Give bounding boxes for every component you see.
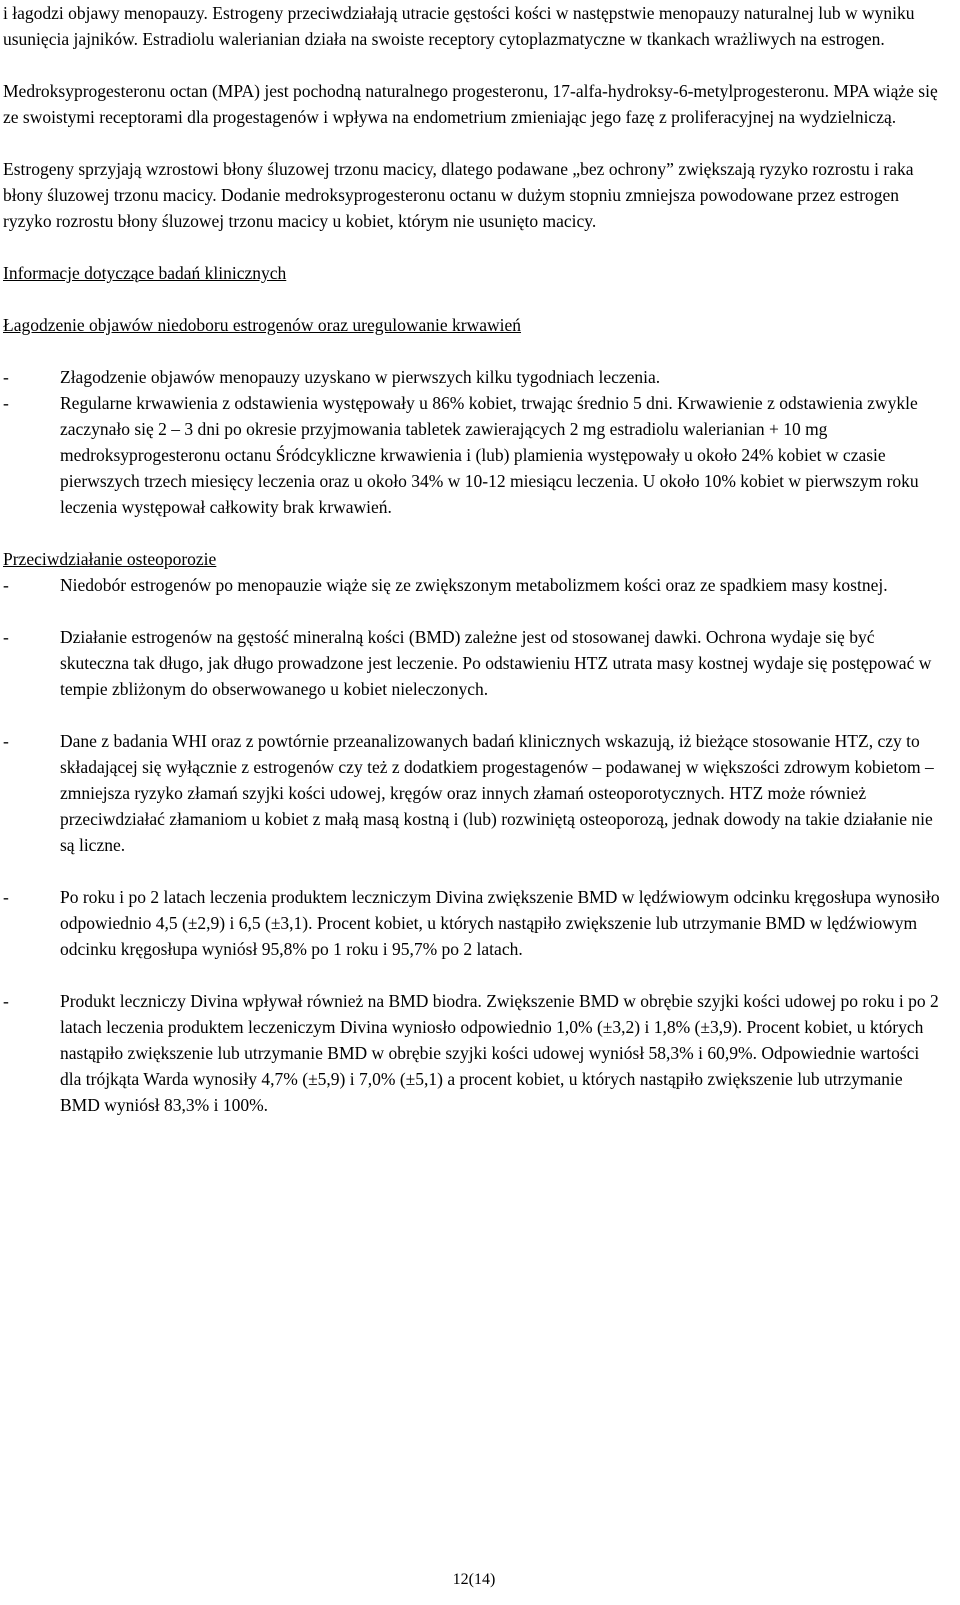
- list-dash: -: [3, 627, 9, 647]
- intro-paragraph-2: Medroksyprogesteronu octan (MPA) jest pochodną naturalnego progesteronu, 17-alfa-hydroksy-6-metylprogesteronu. MPA wiąże się ze swoistymi receptorami dla progestagenów i wpływa na endometrium zmieniając jego fazę z proliferacyjnej na wydzielniczą.: [3, 81, 938, 127]
- osteo-list-item: [3, 624, 945, 702]
- intro-paragraph-1: i łagodzi objawy menopauzy. Estrogeny przeciwdziałają utracie gęstości kości w następstwie menopauzy naturalnej lub w wyniku usunięcia jajników. Estradiolu walerianian działa na swoiste receptory cytoplazmatyczne w tkankach wrażliwych na estrogen.: [3, 3, 915, 49]
- list-dash: -: [3, 887, 9, 907]
- symptom-relief-heading: Łagodzenie objawów niedoboru estrogenów oraz uregulowanie krwawień: [3, 315, 522, 335]
- list-dash: -: [3, 991, 9, 1011]
- relief-item-text: Regularne krwawienia z odstawienia występowały u 86% kobiet, trwając średnio 5 dni. Krwawienie z odstawienia zwykle zaczynało się 2 – 3 dni po okresie przyjmowania tabletek zawierających 2 mg estradiolu walerianian + 10 mg medroksyprogesteronu octanu Śródcykliczne krwawienia i (lub) plamienia występowały u około 24% kobiet w czasie pierwszych trzech miesięcy leczenia oraz u około 34% w 10-12 miesiącu leczenia. U około 10% kobiet w pierwszym roku leczenia występował całkowity brak krwawień.: [60, 393, 919, 517]
- osteo-item-text: Dane z badania WHI oraz z powtórnie przeanalizowanych badań klinicznych wskazują, iż bieżące stosowanie HTZ, czy to składającej się wyłącznie z estrogenów czy też z dodatkiem progestagenów – podawanej w większości zdrowym kobietom – zmniejsza ryzyko złamań szyjki kości udowej, kręgów oraz innych złamań osteoporotycznych. HTZ może również przeciwdziałać złamaniom u kobiet z małą masą kostną i (lub) rozwiniętą osteoporozą, jednak dowody na takie działanie nie są liczne.: [60, 731, 934, 855]
- osteo-list-item: [3, 884, 945, 962]
- list-dash: -: [3, 393, 9, 413]
- page-number: 12(14): [452, 1571, 496, 1588]
- relief-list-item: [3, 390, 945, 520]
- document-page: [3, 0, 945, 1588]
- clinical-info-heading: Informacje dotyczące badań klinicznych: [3, 263, 287, 283]
- osteo-list-item: [3, 988, 945, 1118]
- osteoporosis-heading: Przeciwdziałanie osteoporozie: [3, 549, 217, 569]
- list-dash: -: [3, 575, 9, 595]
- intro-paragraph-3: Estrogeny sprzyjają wzrostowi błony śluzowej trzonu macicy, dlatego podawane „bez ochrony” zwiększają ryzyko rozrostu i raka błony śluzowej trzonu macicy. Dodanie medroksyprogesteronu octanu w dużym stopniu zmniejsza powodowane przez estrogen ryzyko rozrostu błony śluzowej trzonu macicy u kobiet, którym nie usunięto macicy.: [3, 159, 914, 231]
- relief-item-text: Złagodzenie objawów menopauzy uzyskano w pierwszych kilku tygodniach leczenia.: [60, 367, 661, 387]
- list-dash: -: [3, 731, 9, 751]
- osteo-item-text: Po roku i po 2 latach leczenia produktem leczniczym Divina zwiększenie BMD w lędźwiowym odcinku kręgosłupa wynosiło odpowiednio 4,5 (±2,9) i 6,5 (±3,1). Procent kobiet, u których nastąpiło zwiększenie lub utrzymanie BMD w lędźwiowym odcinku kręgosłupa wyniósł 95,8% po 1 roku i 95,7% po 2 latach.: [60, 887, 940, 959]
- osteo-list-item: [3, 572, 945, 598]
- osteo-list-item: [3, 728, 945, 858]
- relief-list-item: [3, 364, 945, 390]
- osteo-item-text: Niedobór estrogenów po menopauzie wiąże się ze zwiększonym metabolizmem kości oraz ze spadkiem masy kostnej.: [60, 575, 888, 595]
- osteo-item-text: Produkt leczniczy Divina wpływał również na BMD biodra. Zwiększenie BMD w obrębie szyjki kości udowej po roku i po 2 latach leczenia produktem leczeniczym Divina wyniosło odpowiednio 1,0% (±3,2) i 1,8% (±3,9). Procent kobiet, u których nastąpiło zwiększenie lub utrzymanie BMD w obrębie szyjki kości udowej wyniósł 58,3% i 60,9%. Odpowiednie wartości dla trójkąta Warda wynosiły 4,7% (±5,9) i 7,0% (±5,1) a procent kobiet, u których nastąpiło zwiększenie lub utrzymanie BMD wyniósł 83,3% i 100%.: [60, 991, 939, 1115]
- osteo-item-text: Działanie estrogenów na gęstość mineralną kości (BMD) zależne jest od stosowanej dawki. Ochrona wydaje się być skuteczna tak długo, jak długo prowadzone jest leczenie. Po odstawieniu HTZ utrata masy kostnej wydaje się postępować w tempie zbliżonym do obserwowanego u kobiet nieleczonych.: [60, 627, 932, 699]
- list-dash: -: [3, 367, 9, 387]
